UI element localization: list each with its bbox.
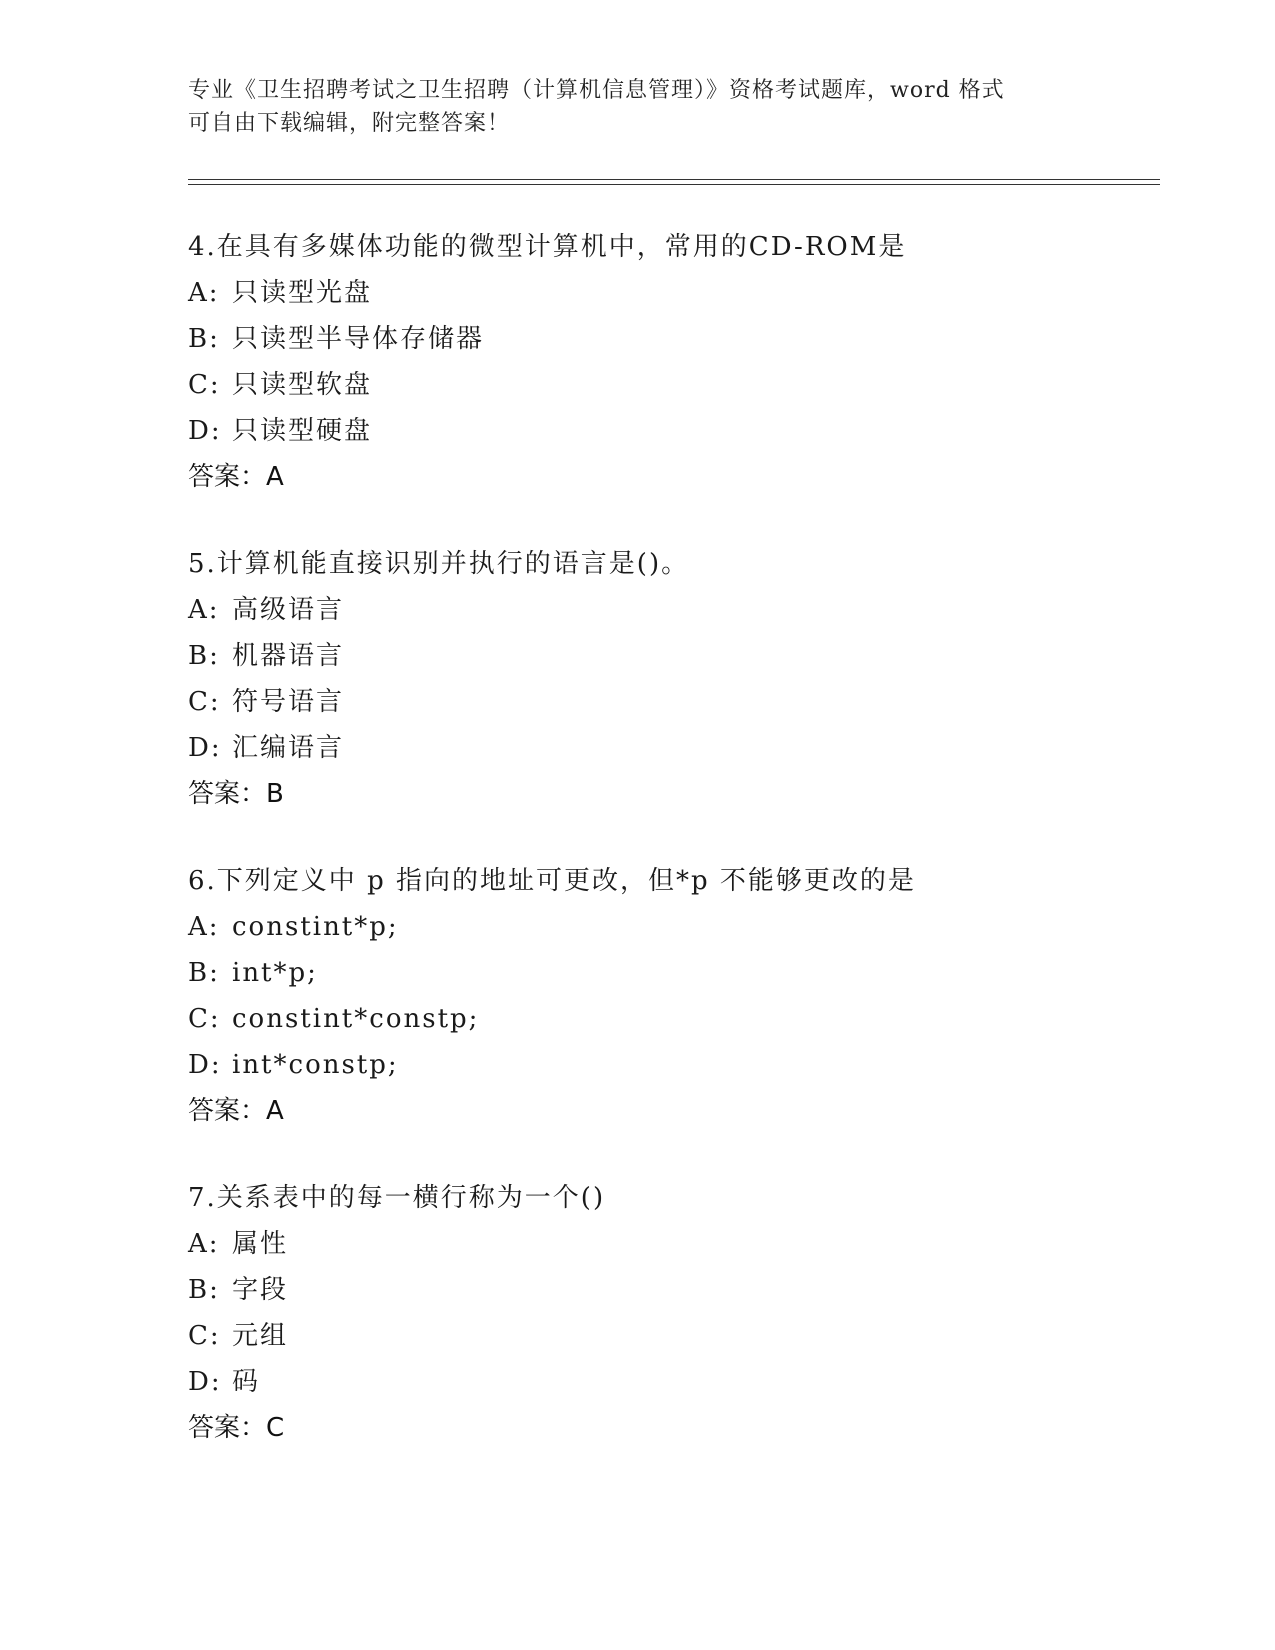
option-letter: B: bbox=[188, 641, 220, 671]
header-line-1: 专业《卫生招聘考试之卫生招聘（计算机信息管理）》资格考试题库，word 格式 bbox=[188, 78, 1005, 103]
option-b bbox=[188, 950, 1168, 996]
option-text: 只读型半导体存储器 bbox=[232, 324, 485, 354]
option-text: 只读型硬盘 bbox=[232, 416, 373, 446]
answer-line: 答案：A bbox=[188, 1096, 284, 1126]
option-text: 属性 bbox=[232, 1229, 289, 1259]
option-b bbox=[188, 633, 1168, 679]
option-c bbox=[188, 679, 1168, 725]
answer-line: 答案：C bbox=[188, 1413, 285, 1443]
option-a bbox=[188, 1221, 1168, 1267]
option-text: 只读型软盘 bbox=[232, 370, 373, 400]
question-stem: 7.关系表中的每一横行称为一个() bbox=[188, 1183, 606, 1213]
option-c bbox=[188, 1313, 1168, 1359]
option-letter: C: bbox=[188, 1004, 221, 1034]
option-c bbox=[188, 996, 1168, 1042]
option-letter: D: bbox=[188, 1367, 222, 1397]
option-letter: B: bbox=[188, 324, 220, 354]
option-text: constint*constp; bbox=[232, 1004, 480, 1034]
option-letter: D: bbox=[188, 416, 222, 446]
option-text: 机器语言 bbox=[232, 641, 345, 671]
question-stem: 4.在具有多媒体功能的微型计算机中，常用的CD-ROM是 bbox=[188, 232, 907, 262]
option-letter: C: bbox=[188, 1321, 221, 1351]
option-letter: A: bbox=[188, 278, 220, 308]
option-letter: C: bbox=[188, 370, 221, 400]
option-letter: A: bbox=[188, 1229, 220, 1259]
option-text: 高级语言 bbox=[232, 595, 345, 625]
option-a bbox=[188, 904, 1168, 950]
question-block bbox=[188, 541, 1168, 817]
option-letter: B: bbox=[188, 958, 220, 988]
option-d bbox=[188, 725, 1168, 771]
header-line-2: 可自由下载编辑，附完整答案！ bbox=[188, 111, 511, 136]
option-b bbox=[188, 1267, 1168, 1313]
option-c bbox=[188, 362, 1168, 408]
option-a bbox=[188, 587, 1168, 633]
option-letter: B: bbox=[188, 1275, 220, 1305]
option-letter: D: bbox=[188, 1050, 222, 1080]
answer-line: 答案：B bbox=[188, 779, 284, 809]
option-letter: A: bbox=[188, 912, 220, 942]
option-letter: D: bbox=[188, 733, 222, 763]
question-stem: 5.计算机能直接识别并执行的语言是()。 bbox=[188, 549, 690, 579]
header-divider-bottom bbox=[188, 184, 1160, 185]
option-letter: A: bbox=[188, 595, 220, 625]
option-text: int*p; bbox=[232, 958, 318, 988]
option-text: 码 bbox=[232, 1367, 261, 1397]
option-text: int*constp; bbox=[232, 1050, 399, 1080]
option-text: 元组 bbox=[232, 1321, 289, 1351]
option-d bbox=[188, 1359, 1168, 1405]
option-a bbox=[188, 270, 1168, 316]
header-divider-top bbox=[188, 179, 1160, 180]
option-text: 只读型光盘 bbox=[232, 278, 373, 308]
option-d bbox=[188, 1042, 1168, 1088]
option-text: 符号语言 bbox=[232, 687, 345, 717]
option-b bbox=[188, 316, 1168, 362]
question-block bbox=[188, 858, 1168, 1134]
question-block bbox=[188, 1175, 1168, 1451]
option-d bbox=[188, 408, 1168, 454]
option-text: constint*p; bbox=[232, 912, 399, 942]
option-letter: C: bbox=[188, 687, 221, 717]
answer-line: 答案：A bbox=[188, 462, 284, 492]
document-header bbox=[188, 74, 1088, 140]
question-stem: 6.下列定义中 p 指向的地址可更改，但*p 不能够更改的是 bbox=[188, 866, 916, 896]
option-text: 汇编语言 bbox=[232, 733, 345, 763]
question-block bbox=[188, 224, 1168, 500]
option-text: 字段 bbox=[232, 1275, 289, 1305]
